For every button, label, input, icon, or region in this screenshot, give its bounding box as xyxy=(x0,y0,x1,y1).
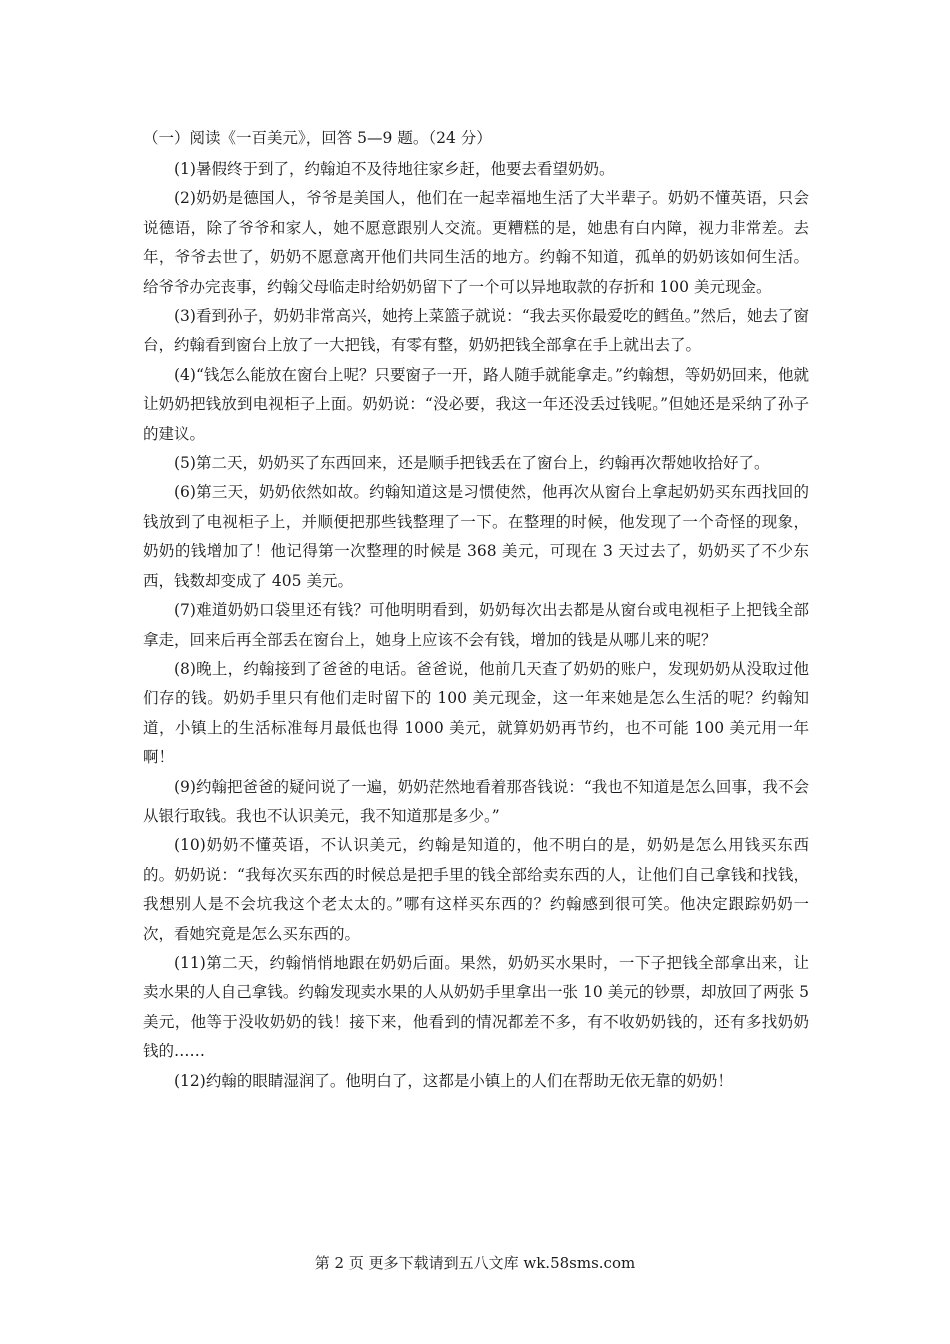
paragraph-9: (9)约翰把爸爸的疑问说了一遍，奶奶茫然地看着那沓钱说：“我也不知道是怎么回事，我不会从银行取钱。我也不认识美元，我不知道那是多少。” xyxy=(143,777,809,825)
paragraph-11: (11)第二天，约翰悄悄地跟在奶奶后面。果然，奶奶买水果时，一下子把钱全部拿出来，让卖水果的人自己拿钱。约翰发现卖水果的人从奶奶手里拿出一张 10 美元的钞票，却放回了两张 5 美元，他等于没收奶奶的钱！接下来，他看到的情况都差不多，有不收奶奶钱的，还有多找奶奶钱的…… xyxy=(143,953,809,1061)
page-footer: 第 2 页 更多下载请到五八文库 wk.58sms.com xyxy=(314,1254,636,1272)
paragraph-3: (3)看到孙子，奶奶非常高兴，她挎上菜篮子就说：“我去买你最爱吃的鳕鱼。”然后，她去了窗台，约翰看到窗台上放了一大把钱，有零有整，奶奶把钱全部拿在手上就出去了。 xyxy=(143,307,809,355)
section-heading: （一）阅读《一百美元》，回答 5—9 题。（24 分） xyxy=(143,129,492,147)
paragraph-5: (5)第二天，奶奶买了东西回来，还是顺手把钱丢在了窗台上，约翰再次帮她收拾好了。 xyxy=(174,454,770,473)
paragraph-8: (8)晚上，约翰接到了爸爸的电话。爸爸说，他前几天查了奶奶的账户，发现奶奶从没取过他们存的钱。奶奶手里只有他们走时留下的 100 美元现金，这一年来她是怎么生活的呢？约翰知道，小镇上的生活标准每月最低也得 1000 美元，就算奶奶再节约，也不可能 100 美元用一年啊！ xyxy=(143,659,809,767)
paragraph-2: (2)奶奶是德国人，爷爷是美国人，他们在一起幸福地生活了大半辈子。奶奶不懂英语，只会说德语，除了爷爷和家人，她不愿意跟别人交流。更糟糕的是，她患有白内障，视力非常差。去年，爷爷去世了，奶奶不愿意离开他们共同生活的地方。约翰不知道，孤单的奶奶该如何生活。给爷爷办完丧事，约翰父母临走时给奶奶留下了一个可以异地取款的存折和 100 美元现金。 xyxy=(143,189,809,296)
paragraph-4: (4)“钱怎么能放在窗台上呢？只要窗子一开，路人随手就能拿走。”约翰想，等奶奶回来，他就让奶奶把钱放到电视柜子上面。奶奶说：“没必要，我这一年还没丢过钱呢。”但她还是采纳了孙子的建议。 xyxy=(143,365,809,443)
paragraph-7: (7)难道奶奶口袋里还有钱？可他明明看到，奶奶每次出去都是从窗台或电视柜子上把钱全部拿走，回来后再全部丢在窗台上，她身上应该不会有钱，增加的钱是从哪儿来的呢？ xyxy=(143,601,809,649)
paragraph-1: (1)暑假终于到了，约翰迫不及待地往家乡赶，他要去看望奶奶。 xyxy=(174,160,615,178)
article-body xyxy=(143,155,809,1096)
paragraph-6: (6)第三天，奶奶依然如故。约翰知道这是习惯使然，他再次从窗台上拿起奶奶买东西找回的钱放到了电视柜子上，并顺便把那些钱整理了一下。在整理的时候，他发现了一个奇怪的现象，奶奶的钱增加了！他记得第一次整理的时候是 368 美元，可现在 3 天过去了，奶奶买了不少东西，钱数却变成了 405 美元。 xyxy=(143,483,809,590)
paragraph-10: (10)奶奶不懂英语，不认识美元，约翰是知道的，他不明白的是，奶奶是怎么用钱买东西的。奶奶说：“我每次买东西的时候总是把手里的钱全部给卖东西的人，让他们自己拿钱和找钱，我想别人是不会坑我这个老太太的。”哪有这样买东西的？约翰感到很可笑。他决定跟踪奶奶一次，看她究竟是怎么买东西的。 xyxy=(143,836,809,943)
paragraph-12: (12)约翰的眼睛湿润了。他明白了，这都是小镇上的人们在帮助无依无靠的奶奶！ xyxy=(174,1071,733,1090)
